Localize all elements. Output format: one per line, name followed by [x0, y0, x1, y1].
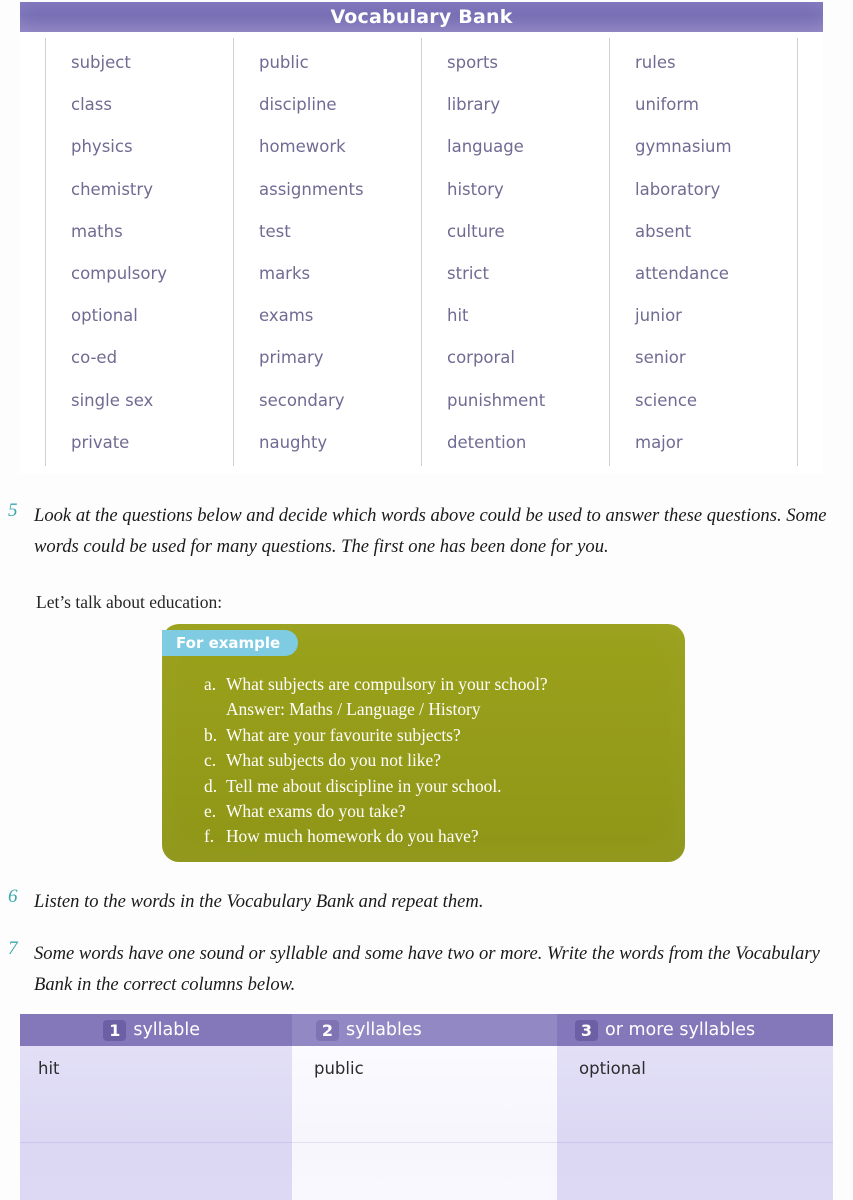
question-label: d. [204, 775, 218, 796]
vocabulary-word: laboratory [635, 179, 721, 199]
vocabulary-word: single sex [71, 390, 154, 410]
syllable-entry: public [314, 1059, 364, 1078]
exercise-7-number: 7 [8, 938, 18, 959]
vocabulary-word: naughty [259, 432, 328, 452]
vocabulary-word: library [447, 95, 501, 115]
question-label: c. [204, 750, 217, 771]
syllable-column-3-label: or more syllables [605, 1020, 756, 1040]
vocabulary-word: junior [635, 306, 682, 326]
exercise-7-instruction: Some words have one sound or syllable and some have two or more. Write the words from the Vocabulary Bank in the correct columns below. [34, 943, 820, 995]
syllable-column-1-answer-area[interactable] [20, 1046, 292, 1200]
column-divider [797, 38, 798, 466]
vocabulary-word: optional [71, 306, 138, 326]
vocabulary-word: culture [447, 221, 505, 241]
vocabulary-word: senior [635, 348, 686, 368]
question-label: a. [204, 674, 217, 694]
syllable-column-3 [557, 1014, 833, 1200]
vocabulary-word: rules [635, 53, 676, 72]
vocabulary-word: assignments [259, 179, 364, 199]
vocabulary-word: secondary [259, 390, 345, 410]
vocabulary-column-2 [233, 32, 421, 474]
vocabulary-word: public [259, 53, 309, 72]
writing-rule-line [292, 1142, 557, 1143]
question-text: What subjects do you not like? [226, 750, 441, 771]
question-text: How much homework do you have? [226, 826, 479, 847]
syllable-entry: optional [579, 1059, 646, 1078]
syllable-count-badge: 3 [575, 1020, 598, 1041]
syllable-column-2-label: syllables [346, 1020, 422, 1040]
syllable-column-1-header [20, 1014, 292, 1046]
vocabulary-word: punishment [447, 390, 546, 410]
example-question-e [204, 799, 669, 824]
syllable-column-2-answer-area[interactable] [292, 1046, 557, 1200]
question-text: What are your favourite subjects? [226, 724, 461, 745]
lets-talk-lead-in: Let’s talk about education: [36, 592, 223, 612]
vocabulary-word: science [635, 390, 698, 410]
column-divider [609, 38, 610, 466]
vocabulary-word: marks [259, 263, 311, 283]
vocabulary-word: physics [71, 137, 133, 157]
example-question-a [204, 672, 669, 697]
syllable-column-2 [292, 1014, 557, 1200]
vocabulary-bank [20, 2, 823, 474]
vocabulary-word: compulsory [71, 263, 167, 283]
vocabulary-word: class [71, 95, 112, 115]
vocabulary-word: major [635, 432, 683, 452]
example-questions-list [204, 672, 669, 850]
vocabulary-word: hit [447, 306, 469, 326]
vocabulary-word: test [259, 221, 291, 241]
for-example-box [162, 624, 685, 862]
column-divider [421, 38, 422, 466]
vocabulary-column-1 [45, 32, 233, 474]
vocabulary-word: sports [447, 53, 499, 72]
exercise-6-number: 6 [8, 886, 18, 907]
vocabulary-bank-grid [20, 32, 823, 474]
vocabulary-bank-title: Vocabulary Bank [20, 2, 823, 32]
vocabulary-column-3 [421, 32, 609, 474]
syllable-table [20, 1014, 833, 1200]
example-question-b [204, 723, 669, 748]
syllable-column-1-label: syllable [133, 1020, 200, 1040]
vocabulary-word: private [71, 432, 130, 452]
vocabulary-column-4 [609, 32, 797, 474]
example-question-a-answer: Answer: Maths / Language / History [226, 699, 481, 720]
vocabulary-right-edge [797, 32, 798, 474]
vocabulary-word: strict [447, 263, 489, 283]
column-divider [233, 38, 234, 466]
vocabulary-word: exams [259, 306, 314, 326]
exercise-6 [8, 886, 848, 917]
vocabulary-word: co-ed [71, 348, 118, 368]
question-label: b. [204, 724, 218, 745]
syllable-count-badge: 1 [103, 1020, 126, 1041]
vocabulary-word: maths [71, 221, 123, 241]
for-example-tab-label: For example [162, 630, 298, 656]
exercise-7 [8, 938, 848, 1000]
writing-rule-line [20, 1142, 292, 1143]
vocabulary-word: uniform [635, 95, 699, 115]
syllable-count-badge: 2 [316, 1020, 339, 1041]
question-label: f. [204, 826, 215, 847]
vocabulary-word: detention [447, 432, 527, 452]
column-divider [45, 38, 46, 466]
vocabulary-word: chemistry [71, 179, 153, 199]
question-label: e. [204, 801, 217, 822]
vocabulary-word: subject [71, 53, 131, 72]
vocabulary-word: discipline [259, 95, 337, 115]
question-text: What subjects are compulsory in your school? [226, 674, 548, 694]
vocabulary-word: corporal [447, 348, 515, 368]
vocabulary-word: homework [259, 137, 346, 157]
example-question-c [204, 748, 669, 773]
question-text: What exams do you take? [226, 801, 406, 822]
syllable-column-2-header [292, 1014, 557, 1046]
writing-rule-line [557, 1142, 833, 1143]
syllable-entry: hit [38, 1059, 60, 1078]
vocabulary-word: attendance [635, 263, 729, 283]
syllable-column-3-header [557, 1014, 833, 1046]
exercise-5-number: 5 [8, 500, 18, 521]
exercise-5-instruction: Look at the questions below and decide which words above could be used to answer these questions. Some words could be used for many questions. The first one has been done for you. [34, 505, 827, 557]
syllable-column-3-answer-area[interactable] [557, 1046, 833, 1200]
exercise-6-instruction: Listen to the words in the Vocabulary Bank and repeat them. [34, 891, 484, 912]
example-question-f [204, 824, 669, 849]
vocabulary-word: gymnasium [635, 137, 732, 157]
vocabulary-word: language [447, 137, 524, 157]
vocabulary-word: primary [259, 348, 324, 368]
exercise-5 [8, 500, 848, 562]
vocabulary-word: history [447, 179, 504, 199]
example-question-d [204, 774, 669, 799]
question-text: Tell me about discipline in your school. [226, 775, 502, 796]
syllable-column-1 [20, 1014, 292, 1200]
vocabulary-word: absent [635, 221, 692, 241]
